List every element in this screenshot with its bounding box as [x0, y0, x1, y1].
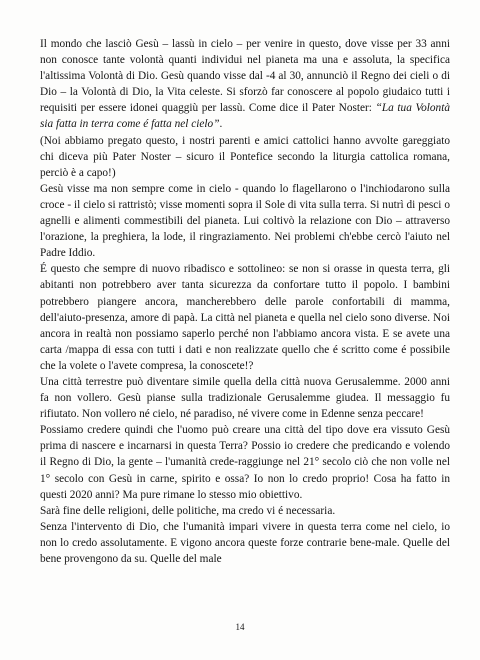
paragraph-5: Una città terrestre può diventare simile quella della città nuova Gerusalemme. 2000 anni fa non vollero. Gesù pianse sulla tradizionale Gerusalemme giudea. Il messaggio fu rifiutato. Non vollero né cielo, né paradiso, né vivere come in Edenne senza peccare! [40, 375, 450, 421]
body-text [40, 36, 450, 567]
paragraph-7: Sarà fine delle religioni, delle politiche, ma credo vi é necessaria. [40, 504, 336, 517]
paragraph-1-text: Il mondo che lasciò Gesù – lassù in cielo – per venire in questo, dove visse per 33 anni non conosce tante volontà quanti individui nel pianeta ma una e assoluta, la specifica l'altissima Volontà di Dio. Gesù quando visse dal -4 al 30, annunciò il Regno dei cieli o di Dio – la Volontà di Dio, la Vita celeste. Si sforzò far conoscere al popolo giudaico tutti i requisiti per essere idonei quaggiù per lassù. Come dice il Pater Noster: [40, 38, 450, 115]
paragraph-1 [40, 36, 450, 133]
paragraph-2: (Noi abbiamo pregato questo, i nostri parenti e amici cattolici hanno avvolte gareggiato chi diceva più Pater Noster – sicuro il Pontefice secondo la liturgia cattolica romana, perciò è a capo!) [40, 134, 450, 179]
paragraph-4: É questo che sempre di nuovo ribadisco e sottolineo: se non si orasse in questa terra, gli abitanti non potrebbero aver tanta sicurezza da confortare tutto il popolo. I bambini potrebbero piangere ancora, mancherebbero delle parole confortabili di mamma, dell'aiuto-presenza, amore di papà. La città nel pianeta e quella nel cielo sono diverse. Noi ancora in realtà non possiamo saperlo perché non l'abbiamo ancora vista. E se avete una carta /mappa di essa con tutti i dati e non realizzate quello che é scritto come é possibile che la volete o l'avete compresa, la conoscete!? [40, 263, 450, 372]
paragraph-3: Gesù visse ma non sempre come in cielo - quando lo flagellarono o l'inchiodarono sulla croce - il cielo si rattristò; visse momenti sopra il Sole di vita sulla terra. Si nutrì di pesci o agnelli e alimenti commestibili del pianeta. Lui coltivò la relazione con Dio – attraverso l'orazione, la preghiera, la lode, il ringraziamento. Nei problemi ch'ebbe cercò l'aiuto nel Padre Iddio. [40, 182, 450, 260]
paragraph-1-end: . [219, 118, 223, 131]
paragraph-8: Senza l'intervento di Dio, che l'umanità impari vivere in questa terra come nel cielo, io non lo credo assolutamente. E vigono ancora queste forze contrarie bene-male. Quelle del bene provengono da su. Quelle del male [40, 520, 450, 565]
paragraph-6: Possiamo credere quindi che l'uomo può creare una città del tipo dove era vissuto Gesù prima di nascere e incarnarsi in questa Terra? Possio io credere che predicando e volendo il Regno di Dio, la gente – l'umanità crede-raggiunge nel 21° secolo ciò che non volle nel 1° secolo con Gesù in carne, spirito e ossa? Io non lo credo proprio! Cosa ha fatto in questi 2020 anni? Ma pure rimane lo stesso mio obiettivo. [40, 424, 450, 501]
page-number: 14 [235, 622, 245, 632]
pater-noster-quote: “La tua Volontà sia fatta in terra come é fatta nel cielo” [40, 102, 450, 131]
